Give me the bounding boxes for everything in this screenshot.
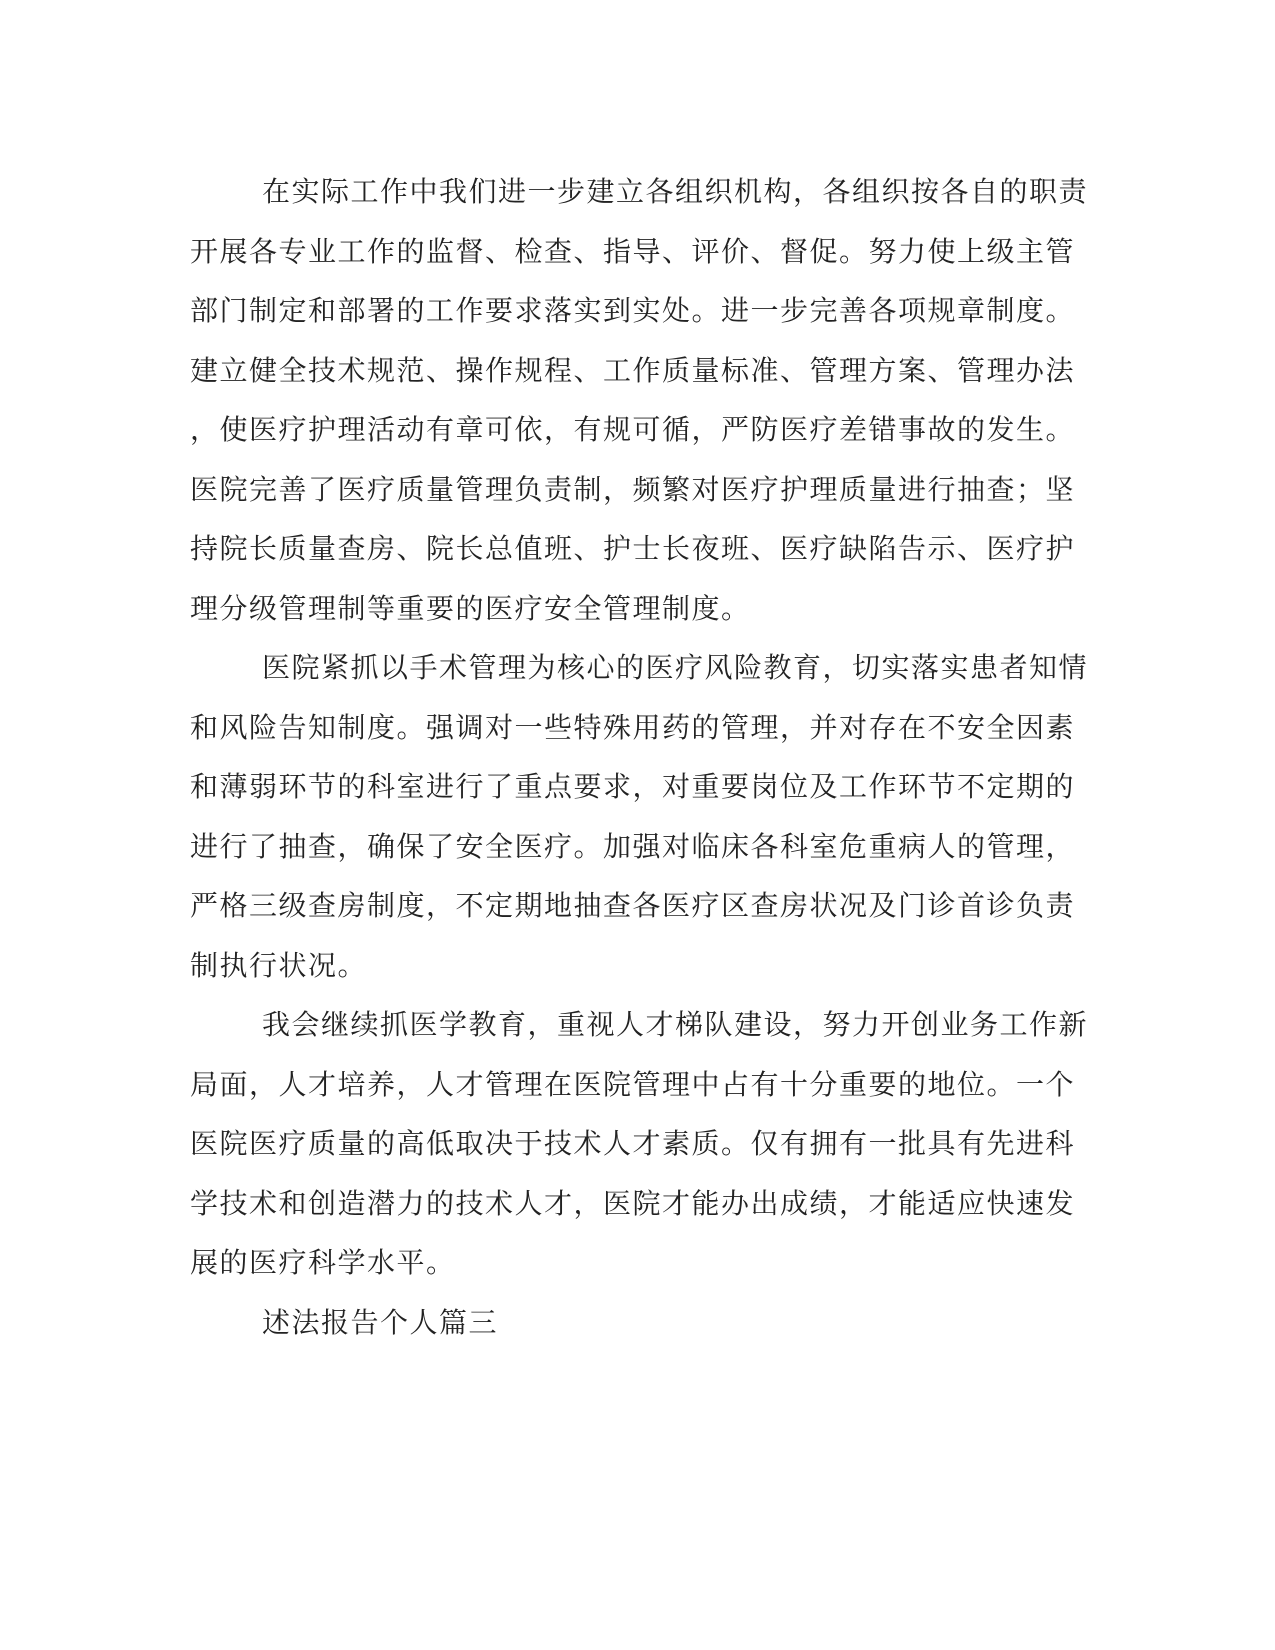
paragraph-line: ，使医疗护理活动有章可依，有规可循，严防医疗差错事故的发生。	[190, 413, 1076, 446]
paragraph-line: 我会继续抓医学教育，重视人才梯队建设，努力开创业务工作新	[262, 1008, 1089, 1041]
paragraph-line: 医院完善了医疗质量管理负责制，频繁对医疗护理质量进行抽查；坚	[190, 472, 1076, 506]
document-body	[190, 162, 1089, 1352]
section-heading: 述法报告个人篇三	[262, 1305, 499, 1339]
paragraph-line: 进行了抽查，确保了安全医疗。加强对临床各科室危重病人的管理，	[190, 829, 1076, 863]
paragraph-1	[190, 162, 1089, 638]
paragraph-line: 医院紧抓以手术管理为核心的医疗风险教育，切实落实患者知情	[262, 651, 1089, 684]
paragraph-line: 持院长质量查房、院长总值班、护士长夜班、医疗缺陷告示、医疗护	[190, 532, 1076, 565]
paragraph-line: 部门制定和部署的工作要求落实到实处。进一步完善各项规章制度。	[190, 294, 1076, 327]
paragraph-2	[190, 638, 1089, 995]
paragraph-line: 建立健全技术规范、操作规程、工作质量标准、管理方案、管理办法	[190, 353, 1076, 387]
paragraph-3	[190, 995, 1089, 1293]
paragraph-line: 局面，人才培养，人才管理在医院管理中占有十分重要的地位。一个	[190, 1067, 1076, 1101]
paragraph-line: 学技术和创造潜力的技术人才，医院才能办出成绩，才能适应快速发	[190, 1186, 1076, 1220]
paragraph-line: 严格三级查房制度，不定期地抽查各医疗区查房状况及门诊首诊负责	[190, 889, 1076, 922]
paragraph-line: 开展各专业工作的监督、检查、指导、评价、督促。努力使上级主管	[190, 234, 1076, 268]
paragraph-line: 医院医疗质量的高低取决于技术人才素质。仅有拥有一批具有先进科	[190, 1127, 1076, 1160]
paragraph-line: 理分级管理制等重要的医疗安全管理制度。	[190, 591, 751, 625]
paragraph-line: 展的医疗科学水平。	[190, 1246, 456, 1279]
paragraph-line: 和薄弱环节的科室进行了重点要求，对重要岗位及工作环节不定期的	[190, 770, 1076, 803]
paragraph-line: 制执行状况。	[190, 948, 368, 982]
paragraph-line: 和风险告知制度。强调对一些特殊用药的管理，并对存在不安全因素	[190, 710, 1076, 744]
paragraph-line: 在实际工作中我们进一步建立各组织机构，各组织按各自的职责	[262, 175, 1089, 208]
